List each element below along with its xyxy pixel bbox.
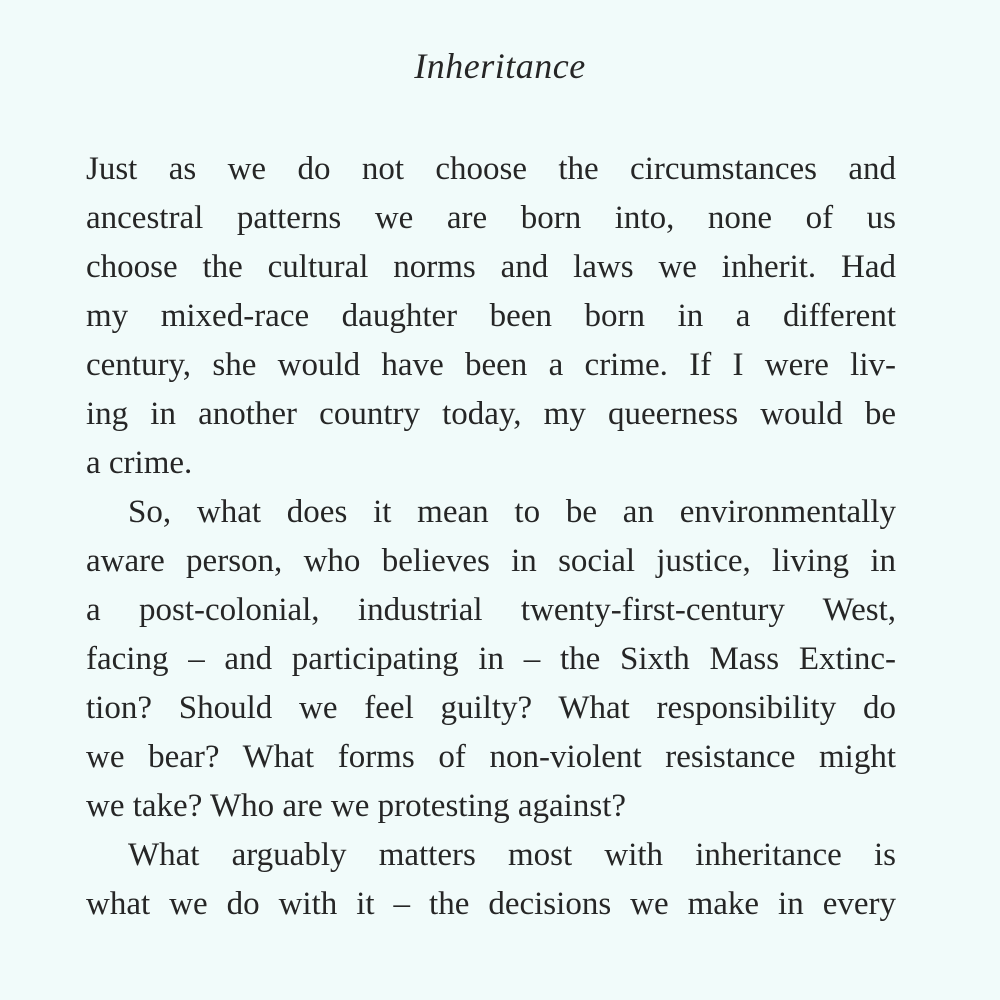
text-line: Just as we do not choose the circumstances and bbox=[86, 151, 896, 187]
text-line: What arguably matters most with inheritance is bbox=[128, 837, 896, 873]
text-line: a crime. bbox=[86, 445, 193, 481]
text-line: century, she would have been a crime. If I were liv- bbox=[86, 347, 896, 383]
text-line: ing in another country today, my queerness would be bbox=[86, 396, 896, 432]
chapter-title: Inheritance bbox=[414, 46, 586, 86]
text-line: we bear? What forms of non-violent resistance might bbox=[86, 739, 896, 775]
text-line: aware person, who believes in social justice, living in bbox=[86, 543, 896, 579]
text-line: my mixed-race daughter been born in a different bbox=[86, 298, 896, 334]
text-line: choose the cultural norms and laws we inherit. Had bbox=[86, 249, 896, 285]
text-line: ancestral patterns we are born into, none of us bbox=[86, 200, 896, 236]
text-line: So, what does it mean to be an environmentally bbox=[128, 494, 896, 530]
text-line: we take? Who are we protesting against? bbox=[86, 788, 627, 824]
text-line: tion? Should we feel guilty? What responsibility do bbox=[86, 690, 896, 726]
text-line: a post-colonial, industrial twenty-first-century West, bbox=[86, 592, 896, 628]
text-line: what we do with it – the decisions we make in every bbox=[86, 886, 896, 922]
text-line: facing – and participating in – the Sixth Mass Extinc- bbox=[86, 641, 896, 677]
chapter-body bbox=[86, 145, 896, 929]
